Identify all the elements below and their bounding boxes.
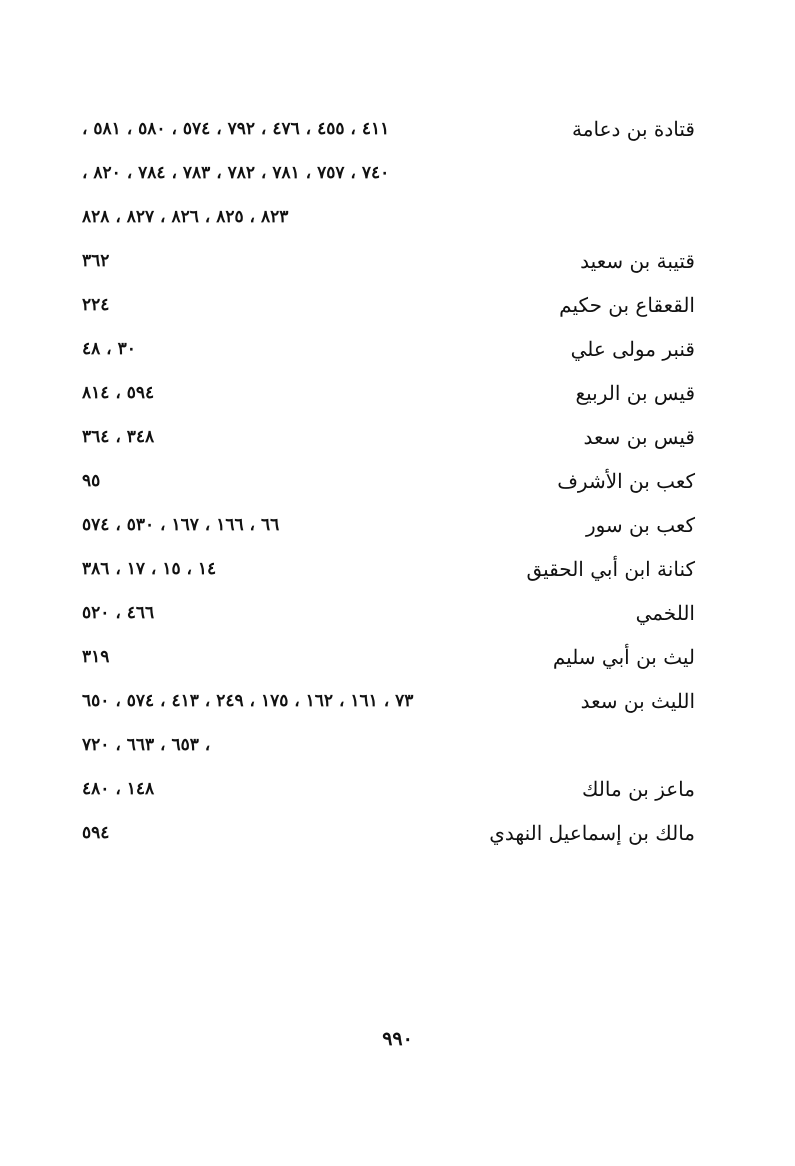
entry-page-refs: ٤٦٦ ، ٥٢٠ [82, 603, 155, 623]
entry-name: القعقاع بن حكيم [559, 293, 695, 317]
index-entry [0, 290, 795, 330]
index-entry [0, 246, 795, 286]
index-entry [0, 818, 795, 858]
entry-name: قيس بن سعد [583, 425, 695, 449]
entry-name: مالك بن إسماعيل النهدي [489, 821, 695, 845]
entry-page-refs: ٧٣ ، ١٦١ ، ١٦٢ ، ١٧٥ ، ٢٤٩ ، ٤١٣ ، ٥٧٤ ، ٦٥٠ [82, 691, 414, 711]
index-entry [0, 598, 795, 638]
entry-name: ماعز بن مالك [581, 777, 695, 801]
entry-name: قتادة بن دعامة [572, 117, 695, 141]
entry-name: كعب بن الأشرف [557, 469, 695, 493]
entry-page-refs: ١٤٨ ، ٤٨٠ [82, 779, 155, 799]
entry-name: ليث بن أبي سليم [552, 645, 695, 669]
entry-page-refs: ٣٦٢ [82, 251, 110, 271]
entry-page-refs: ١٤ ، ١٥ ، ١٧ ، ٣٨٦ [82, 559, 217, 579]
entry-name: قتيبة بن سعيد [580, 249, 695, 273]
entry-page-refs: ٦٦ ، ١٦٦ ، ١٦٧ ، ٥٣٠ ، ٥٧٤ [82, 515, 280, 535]
index-entry [0, 774, 795, 814]
entry-name: كنانة ابن أبي الحقيق [526, 557, 695, 581]
entry-name: كعب بن سور [585, 513, 695, 537]
index-entry [0, 730, 795, 770]
entry-name: الليث بن سعد [580, 689, 695, 713]
entry-name: قنبر مولى علي [570, 337, 695, 361]
entry-page-refs: ٥٩٤ ، ٨١٤ [82, 383, 155, 403]
entry-page-refs: ٥٩٤ [82, 823, 110, 843]
entry-page-refs: ٨٢٣ ، ٨٢٥ ، ٨٢٦ ، ٨٢٧ ، ٨٢٨ [82, 207, 289, 227]
page-number: ٩٩٠ [382, 1028, 413, 1050]
index-entry [0, 378, 795, 418]
entry-page-refs: ٤١١ ، ٤٥٥ ، ٤٧٦ ، ٧٩٢ ، ٥٧٤ ، ٥٨٠ ، ٥٨١ ، [82, 119, 390, 139]
entry-page-refs: ٣١٩ [82, 647, 110, 667]
index-entry [0, 202, 795, 242]
entry-name: قيس بن الربيع [575, 381, 695, 405]
index-entry [0, 422, 795, 462]
entry-page-refs: ٧٤٠ ، ٧٥٧ ، ٧٨١ ، ٧٨٢ ، ٧٨٣ ، ٧٨٤ ، ٨٢٠ ، [82, 163, 390, 183]
entry-page-refs: ٢٢٤ [82, 295, 110, 315]
entry-name: اللخمي [635, 601, 695, 625]
entry-page-refs: ٩٥ [82, 471, 101, 491]
entry-page-refs: ، ٦٥٣ ، ٦٦٣ ، ٧٢٠ [82, 735, 211, 755]
index-entry [0, 158, 795, 198]
index-entry [0, 510, 795, 550]
index-entry [0, 686, 795, 726]
index-entry [0, 334, 795, 374]
entry-page-refs: ٣٤٨ ، ٣٦٤ [82, 427, 155, 447]
index-entry [0, 466, 795, 506]
entry-page-refs: ٣٠ ، ٤٨ [82, 339, 136, 359]
index-entry [0, 114, 795, 154]
index-entry [0, 642, 795, 682]
index-entry [0, 554, 795, 594]
